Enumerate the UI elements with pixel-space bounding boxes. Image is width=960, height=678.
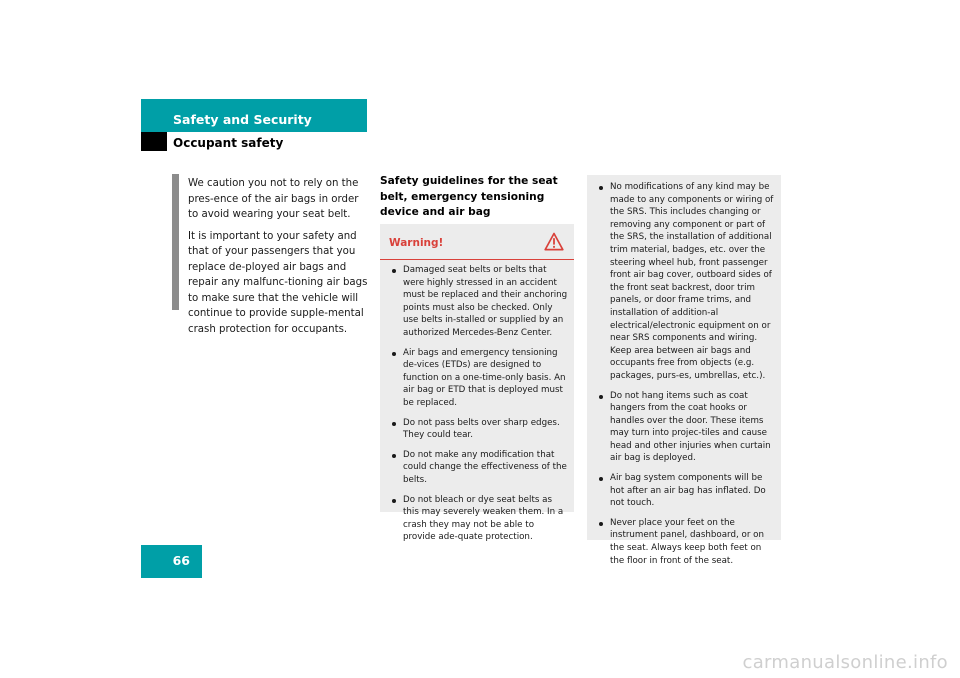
subsection-title: Occupant safety xyxy=(173,136,284,150)
continued-warning-box xyxy=(587,175,781,566)
warning-item: Air bags and emergency tensioning de-vices (ETDs) are designed to function on a one-time-only basis. An air bag or ETD that is deployed must be replaced. xyxy=(389,347,569,410)
warning-header xyxy=(380,224,574,260)
intro-paragraph: It is important to your safety and that of your passengers that you replace de-ployed air bags and repair any malfunc-tioning air bags to make sure that the vehicle will continue to provide supple-mental crash protection for occupants. xyxy=(188,230,368,335)
warning-label: Warning! xyxy=(389,237,444,249)
warning-item: Damaged seat belts or belts that were highly stressed in an accident must be replaced and their anchoring points must also be checked. Only use belts in-stalled or supplied by an authorized Mercedes-Benz Center. xyxy=(389,264,569,340)
warning-item: Air bag system components will be hot after an air bag has inflated. Do not touch. xyxy=(596,472,776,510)
warning-box xyxy=(380,224,574,543)
warning-item: Never place your feet on the instrument panel, dashboard, or on the seat. Always keep both feet on the floor in front of the seat. xyxy=(596,517,776,567)
warning-item: Do not make any modification that could change the effectiveness of the belts. xyxy=(389,449,569,487)
warning-item: Do not pass belts over sharp edges. They could tear. xyxy=(389,417,569,442)
warning-list xyxy=(389,264,569,551)
warning-item: Do not bleach or dye seat belts as this may severely weaken them. In a crash they may not be able to provide ade-quate protection. xyxy=(389,494,569,544)
intro-text xyxy=(188,176,370,343)
page-number-box xyxy=(141,545,202,578)
warning-item: Do not hang items such as coat hangers from the coat hooks or handles over the door. These items may turn into projec-tiles and cause head and other injuries when curtain air bag is deployed. xyxy=(596,390,776,466)
warning-triangle-icon xyxy=(544,232,564,251)
watermark: carmanualsonline.info xyxy=(742,652,948,673)
page-number: 66 xyxy=(172,553,190,568)
section-title: Safety and Security xyxy=(173,112,312,127)
subsection-marker xyxy=(141,132,167,151)
continued-warning-list xyxy=(596,181,776,574)
intro-paragraph: We caution you not to rely on the pres-ence of the air bags in order to avoid wearing your seat belt. xyxy=(188,178,359,220)
warning-item: No modifications of any kind may be made to any components or wiring of the SRS. This includes changing or removing any component or part of the SRS, the installation of additional trim material, badges, etc. over the steering wheel hub, front passenger front air bag cover, outboard sides of the front seat backrest, door trim panels, or door frame trims, and installation of addition-al electrical/electronic equipment on or near SRS components and wiring. Keep area between air bags and occupants free from objects (e.g. packages, purs-es, umbrellas, etc.). xyxy=(596,181,776,383)
section-heading: Safety guidelines for the seat belt, emergency tensioning device and air bag xyxy=(380,175,558,218)
sidebar-rule xyxy=(172,174,179,310)
